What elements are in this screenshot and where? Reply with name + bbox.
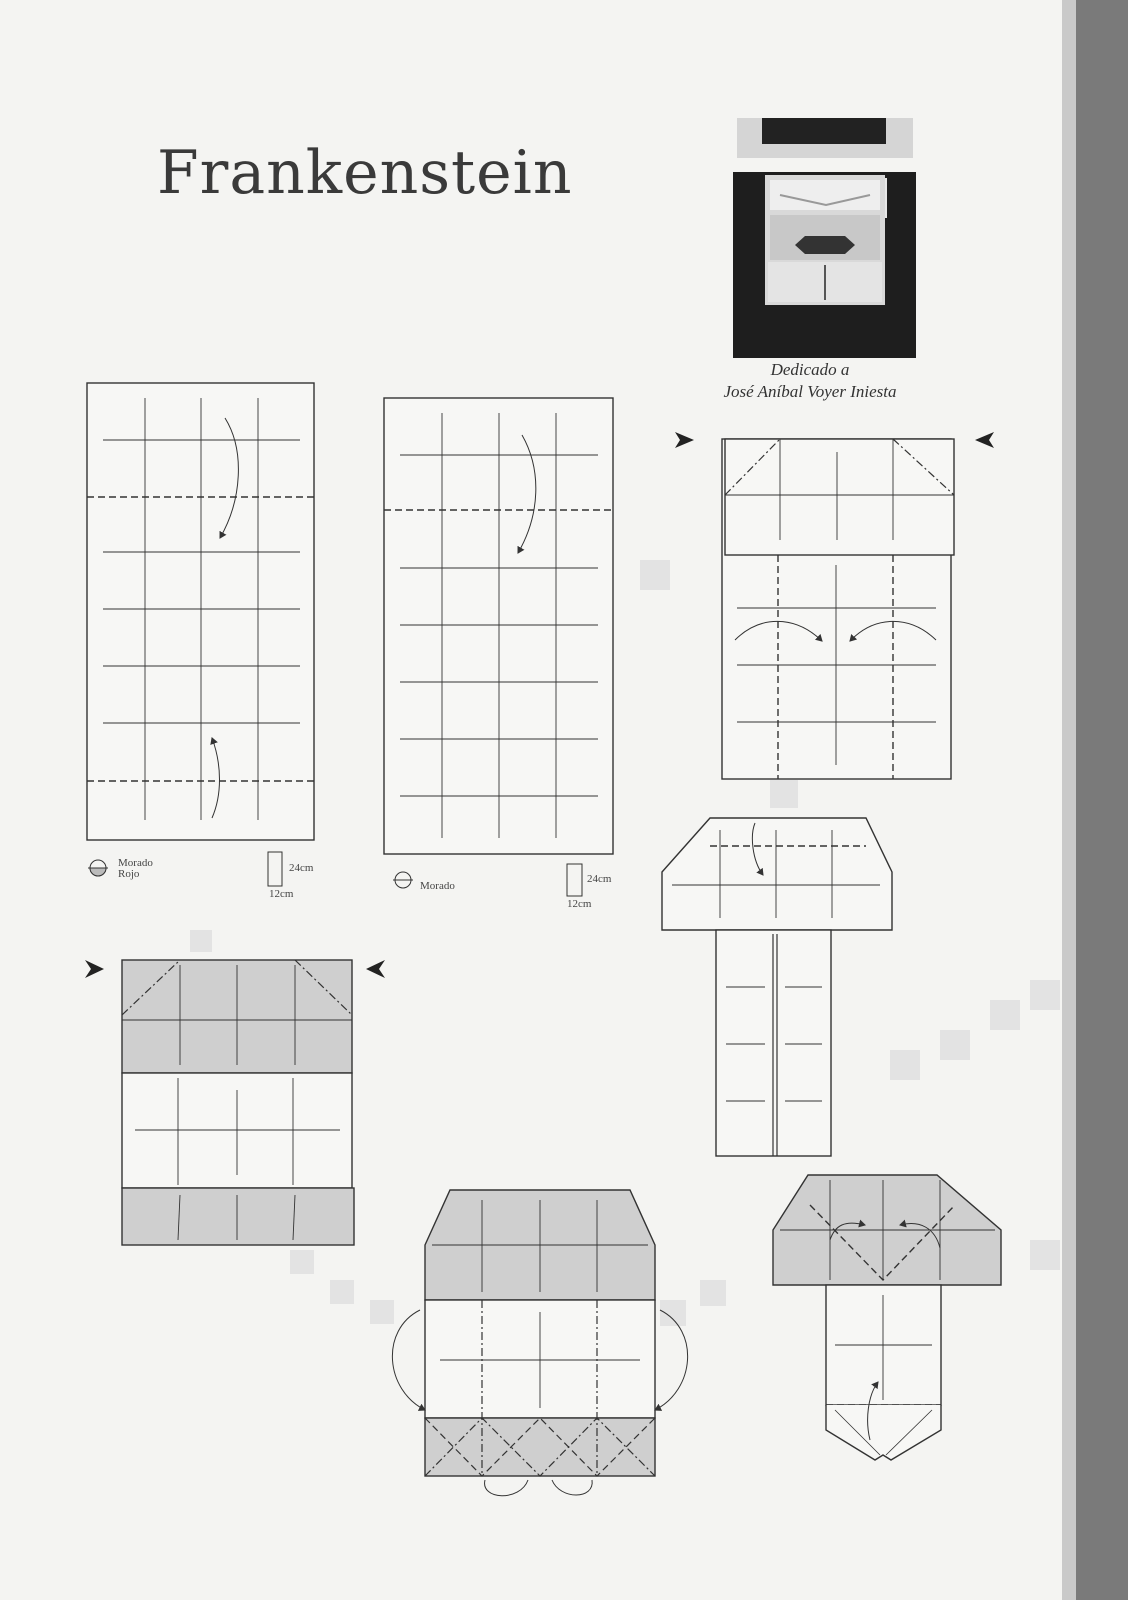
finished-model-photo	[733, 118, 916, 358]
dedication-line-1: Dedicado a	[770, 360, 850, 379]
dedication-line-2: José Aníbal Voyer Iniesta	[723, 382, 897, 401]
page-title: Frankenstein	[157, 138, 573, 208]
view-arrow-right	[366, 960, 385, 978]
step-7-diagram	[773, 1175, 1001, 1460]
step-1-width-label: 12cm	[269, 888, 294, 900]
page-binding-edge	[1062, 0, 1076, 1600]
step-1-height-label: 24cm	[289, 862, 314, 874]
step-1-diagram	[87, 383, 314, 840]
step-1-color-b-label: Rojo	[118, 868, 140, 880]
step-6-diagram	[392, 1190, 687, 1496]
step-2-color-a-label: Morado	[420, 880, 455, 892]
step-1-color-a-label: Morado	[118, 857, 153, 869]
step-5-diagram	[85, 960, 385, 1245]
step-3-diagram	[675, 432, 994, 779]
step-2-diagram	[384, 398, 613, 854]
view-arrow-right	[975, 432, 994, 448]
step-2-height-label: 24cm	[587, 873, 612, 885]
page-binding-shadow	[1075, 0, 1128, 1600]
view-arrow-left	[675, 432, 694, 448]
step-2-width-label: 12cm	[567, 898, 592, 910]
step-4-diagram	[662, 818, 892, 1156]
view-arrow-left	[85, 960, 104, 978]
